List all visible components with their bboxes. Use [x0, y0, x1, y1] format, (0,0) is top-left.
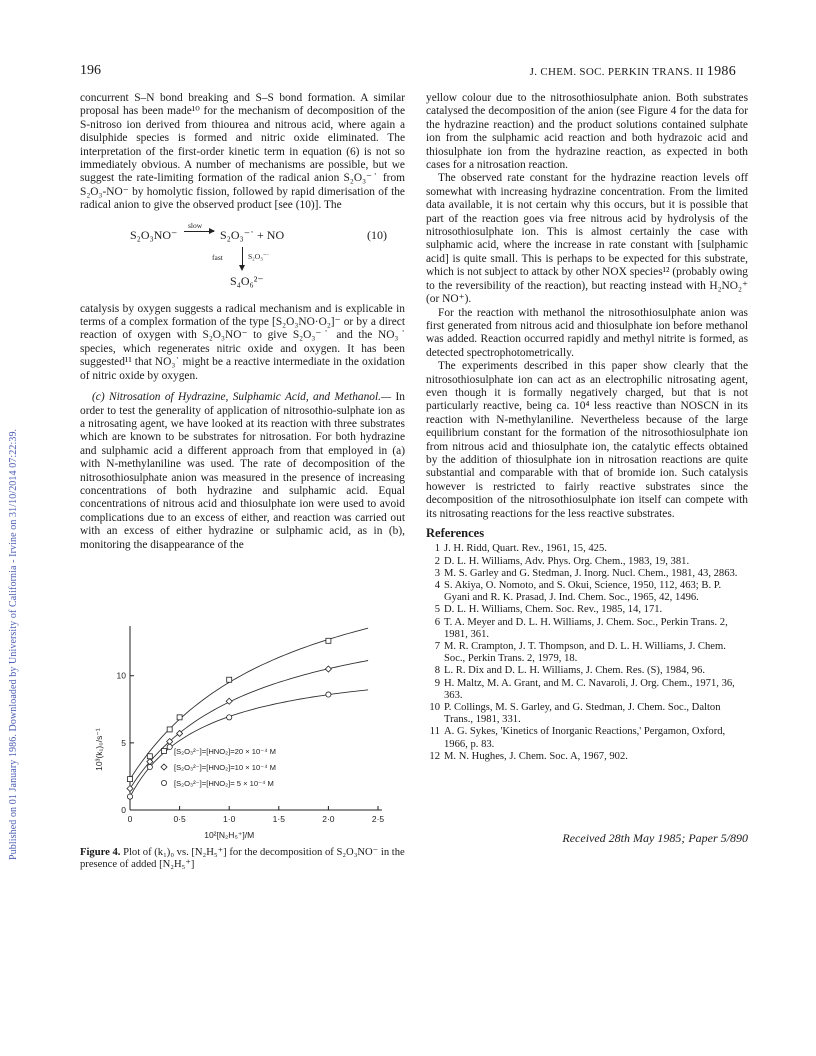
paragraph: yellow colour due to the nitrosothiosulphate anion. Both substrates catalysed the decomposition of the anion (see Figure 4 for the data for the hydrazine reaction) and the product solutions contained sulphate ion from the sulphamic acid reaction and both hydrazoic acid and thiosulphate ion from the hydrazine reaction, as expected in both cases for a nitrosation reaction.: [426, 92, 748, 172]
data-point-square: [227, 677, 232, 682]
reference-text: D. L. H. Williams, Chem. Soc. Rev., 1985, 14, 171.: [444, 604, 663, 616]
y-tick-label: 5: [121, 737, 126, 748]
references-heading: References: [426, 526, 485, 540]
scheme-fast-label: fast: [212, 252, 223, 262]
reference-item: [426, 678, 748, 702]
equation-number: (10): [367, 227, 387, 242]
paragraph: [80, 391, 405, 552]
reference-number: 5: [434, 604, 440, 616]
right-column: [426, 92, 748, 763]
legend-marker-diamond: [161, 764, 167, 770]
kinetics-chart: [80, 596, 405, 848]
data-point-diamond: [127, 786, 133, 792]
reference-item: [426, 702, 748, 726]
y-tick-label: 10: [116, 670, 126, 681]
reference-text: D. L. H. Williams, Adv. Phys. Org. Chem., 1983, 19, 381.: [444, 555, 690, 567]
series-line: [130, 628, 368, 779]
reference-text: M. R. Crampton, J. T. Thompson, and D. L. H. Williams, J. Chem. Soc., Perkin Trans. 2, 1979, 18.: [444, 641, 726, 665]
figure-label: Figure 4.: [80, 847, 121, 858]
download-banner: Published on 01 January 1986. Downloaded by University of California - Irvine on 31/10/2014 07:22:39.: [8, 428, 19, 860]
reference-item: [426, 751, 748, 763]
legend-label: [S₂O₃²⁻]=[HNO₂]=20 × 10⁻⁴ M: [174, 747, 276, 756]
journal-year: 1986: [706, 64, 736, 79]
figure-caption-text: Plot of (k₁)₀ vs. [N₂H₅⁺] for the decomposition of S₂O₃NO⁻ in the presence of added [N₂H₅⁺]: [80, 847, 405, 870]
paragraph: concurrent S–N bond breaking and S–S bond formation. A similar proposal has been made¹⁰ for the mechanism of decomposition of the S-nitroso ion derived from thiourea and nitrous acid, where again a disulphide species is formed and nitric oxide eliminated. The interpretation of the first-order kinetic term in equation (6) is not so immediately obvious. A number of mechanisms are possible, but we suggest the rate-limiting formation of the radical anion S₂O₃⁻˙ from S₂O₃-NO⁻ by homolytic fission, followed by rapid dimerisation of the radical anion to give the observed product [see (10)]. The: [80, 92, 405, 212]
reference-item: [426, 665, 748, 677]
reference-number: 11: [429, 726, 440, 738]
legend-marker-circle: [161, 780, 166, 785]
reaction-scheme: [80, 219, 405, 297]
reference-item: [426, 726, 748, 750]
x-axis-label: 10²[N₂H₅⁺]/M: [204, 830, 255, 840]
data-point-square: [167, 727, 172, 732]
x-tick-label: 1·0: [223, 814, 236, 824]
reference-text: T. A. Meyer and D. L. H. Williams, J. Chem. Soc., Perkin Trans. 2, 1981, 361.: [444, 616, 728, 640]
data-point-circle: [127, 794, 132, 799]
scheme-side-reagent: S₂O₃⁻˙: [248, 251, 270, 261]
data-point-diamond: [325, 666, 331, 672]
reference-number: 7: [434, 641, 440, 653]
section-heading: (c) Nitrosation of Hydrazine, Sulphamic Acid, and Methanol.—: [92, 391, 392, 404]
paragraph: catalysis by oxygen suggests a radical mechanism and is explicable in terms of a complex formation of the type [S₂O₃NO·O₂]⁻ or by a direct reaction of oxygen with S₂O₃NO⁻ to give S₂O₃⁻˙ and the NO₃˙ species, which regenerates nitric oxide and oxygen. It has been suggested¹¹ that NO₃˙ might be a reactive intermediate in the oxidation of nitric oxide by oxygen.: [80, 302, 405, 382]
y-tick-label: 0: [121, 805, 126, 815]
reference-item: [426, 617, 748, 641]
figure-caption: [80, 847, 405, 871]
reference-number: 10: [429, 702, 440, 714]
x-tick-label: 0·5: [173, 814, 186, 824]
reference-number: 4: [434, 580, 440, 592]
reference-text: M. S. Garley and G. Stedman, J. Inorg. Nucl. Chem., 1981, 43, 2863.: [444, 567, 738, 579]
reference-number: 12: [429, 750, 440, 762]
figure-4: [80, 596, 405, 854]
reference-text: P. Collings, M. S. Garley, and G. Stedman, J. Chem. Soc., Dalton Trans., 1981, 331.: [444, 702, 721, 726]
scheme-slow-label: slow: [188, 220, 203, 230]
reference-text: H. Maltz, M. A. Grant, and M. C. Navaroli, J. Org. Chem., 1971, 36, 363.: [444, 677, 735, 701]
reference-number: 2: [434, 555, 440, 567]
x-tick-label: 0: [127, 814, 133, 824]
reference-text: J. H. Ridd, Quart. Rev., 1961, 15, 425.: [444, 543, 607, 555]
reference-number: 8: [434, 665, 440, 677]
left-column: [80, 92, 405, 552]
data-point-square: [128, 777, 133, 782]
received-date: Received 28th May 1985; Paper 5/890: [562, 831, 748, 845]
scheme-arrow: [184, 231, 214, 232]
reference-item: [426, 580, 748, 604]
data-point-square: [147, 754, 152, 759]
reference-number: 3: [434, 567, 440, 579]
scheme-reactant: S₂O₃NO⁻: [130, 227, 178, 242]
x-tick-label: 1·5: [272, 814, 285, 824]
reference-item: [426, 556, 748, 568]
y-axis-label: 10³(k₁)₀/s⁻¹: [94, 728, 104, 771]
reference-item: [426, 543, 748, 555]
data-point-circle: [167, 744, 172, 749]
page-number: 196: [80, 63, 101, 78]
reference-item: [426, 568, 748, 580]
reference-number: 1: [434, 543, 440, 555]
section-body: In order to test the generality of application of nitrosothio-sulphate ion as a nitrosating agent, we have looked at its reaction with three substrates which are known to be substrates for nitrosation. For both hydrazine and sulphamic acid a different approach from that employed in (a) with N-methylaniline was used. The rate of decomposition of the nitrosothiosulphate anion was measured in the presence of increasing concentrations of both hydrazine and sulphamic acid. Equal concentrations of nitrous acid and thiosulphate ion were used to avoid complications due to an excess of either, and reaction was carried out with an excess of either hydrazine or sulphamic acid, as in (b), monitoring the disappearance of the: [80, 391, 405, 551]
reference-item: [426, 604, 748, 616]
data-point-circle: [147, 764, 152, 769]
legend-label: [S₂O₃²⁻]=[HNO₂]=10 × 10⁻⁴ M: [174, 763, 276, 772]
scheme-product: S₂O₃⁻˙ + NO: [220, 227, 285, 242]
data-point-square: [326, 638, 331, 643]
legend-label: [S₂O₃²⁻]=[HNO₂]= 5 × 10⁻⁴ M: [174, 779, 274, 788]
paragraph: For the reaction with methanol the nitrosothiosulphate anion was first generated from nitrous acid and thiosulphate ion before methanol was added. Reaction occurred rapidly and methyl nitrite is formed, as detected spectrophotometrically.: [426, 306, 748, 359]
data-point-circle: [326, 692, 331, 697]
reference-text: S. Akiya, O. Nomoto, and S. Okui, Science, 1950, 112, 463; B. P. Gyani and R. K. Prasad, J. Ind. Chem. Soc., 1965, 42, 1496.: [444, 580, 722, 604]
x-tick-label: 2·5: [371, 814, 385, 824]
reference-text: M. N. Hughes, J. Chem. Soc. A, 1967, 902.: [444, 750, 628, 762]
reference-list: [426, 543, 748, 763]
reference-text: A. G. Sykes, 'Kinetics of Inorganic Reactions,' Pergamon, Oxford, 1966, p. 83.: [444, 726, 726, 750]
journal-name: J. CHEM. SOC. PERKIN TRANS. II: [529, 66, 704, 78]
x-tick-label: 2·0: [322, 814, 335, 824]
legend-marker-square: [162, 749, 167, 754]
data-point-circle: [227, 715, 232, 720]
reference-number: 6: [434, 616, 440, 628]
scheme-final-product: S₄O₆²⁻: [230, 273, 264, 288]
data-point-square: [177, 715, 182, 720]
reference-text: L. R. Dix and D. L. H. Williams, J. Chem. Res. (S), 1984, 96.: [444, 665, 705, 677]
running-head: [530, 64, 736, 80]
reference-number: 9: [434, 677, 440, 689]
scheme-down-arrow: [242, 247, 243, 269]
reference-item: [426, 641, 748, 665]
paragraph: The experiments described in this paper show clearly that the nitrosothiosulphate ion can act as an electrophilic nitrosating agent, even though it is formally negatively charged, but that is not particularly reactive, being ca. 10⁴ less reactive than NOSCN in its reaction with N-methylaniline. Nevertheless because of the large equilibrium constant for the formation of the nitrosothiosulphate ion from nitrous acid and thiosulphate ion, the catalytic effects obtained by the addition of thiosulphate ion in nitrosation reactions are quite substantial and comparable with that of bromide ion. Such catalysis however is restricted to fairly reactive substrates since the decomposition of the nitrosothiosulphate ion itself can compete with its nitrosating reactions for the less reactive substrates.: [426, 360, 748, 520]
paragraph: The observed rate constant for the hydrazine reaction levels off somewhat with increasing hydrazine concentration. From the limited data available, it is not certain why this occurs, but it is possible that part of the reaction goes via free nitrous acid by hydrolysis of the nitrosothiosulphate ion. This is almost certainly the case with sulphamic acid, where the increase in rate constant with [sulphamic acid] is quite small. This is perhaps to be expected for this substrate, which is not subject to attack by other NOX species¹² (probably owing to the reversibility of the reaction), but reacting instead with H₂NO₂⁺ (or NO⁺).: [426, 172, 748, 306]
